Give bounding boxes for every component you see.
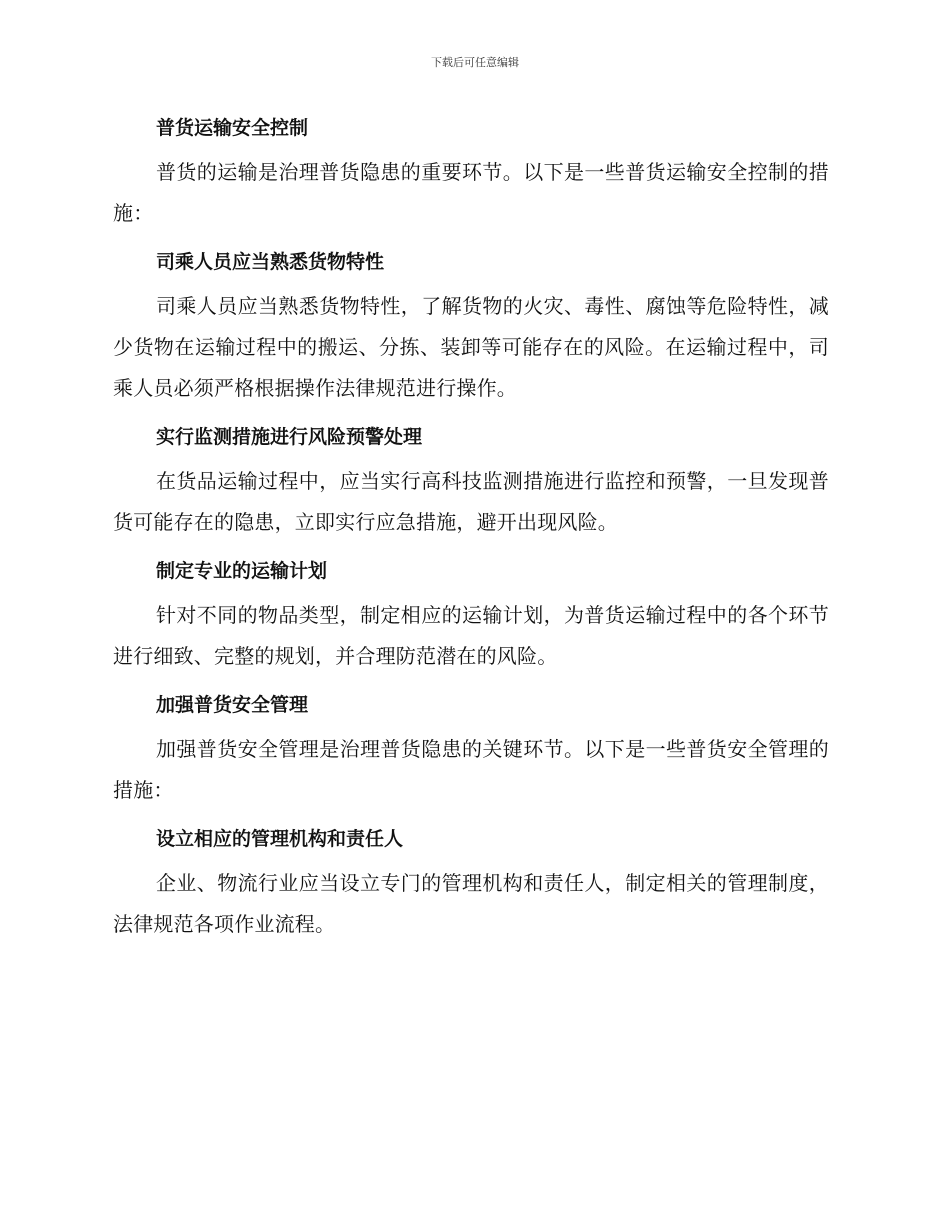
section-paragraph-safety-management: 加强普货安全管理是治理普货隐患的关键环节。以下是一些普货安全管理的措施：	[113, 737, 829, 802]
section-heading-management-bodies: 设立相应的管理机构和责任人	[156, 828, 404, 850]
section-paragraph-monitoring: 在货品运输过程中，应当实行高科技监测措施进行监控和预警，一旦发现普货可能存在的隐患，立即实行应急措施，避开出现风险。	[113, 469, 829, 534]
section-paragraph-transport-safety: 普货的运输是治理普货隐患的重要环节。以下是一些普货运输安全控制的措施：	[113, 160, 829, 225]
section-heading-crew-knowledge: 司乘人员应当熟悉货物特性	[156, 251, 385, 273]
section-paragraph-transport-plan: 针对不同的物品类型，制定相应的运输计划，为普货运输过程中的各个环节进行细致、完整的规划，并合理防范潜在的风险。	[113, 603, 829, 668]
section-paragraph-management-bodies: 企业、物流行业应当设立专门的管理机构和责任人，制定相关的管理制度，法律规范各项作业流程。	[113, 871, 829, 936]
page-header: 下载后可任意编辑	[431, 56, 519, 69]
section-heading-monitoring: 实行监测措施进行风险预警处理	[156, 426, 423, 448]
section-paragraph-crew-knowledge: 司乘人员应当熟悉货物特性，了解货物的火灾、毒性、腐蚀等危险特性，减少货物在运输过程中的搬运、分拣、装卸等可能存在的风险。在运输过程中，司乘人员必须严格根据操作法律规范进行操作。	[113, 294, 829, 400]
section-heading-transport-safety: 普货运输安全控制	[156, 117, 309, 139]
section-heading-safety-management: 加强普货安全管理	[156, 694, 309, 716]
document-body	[113, 108, 829, 953]
section-heading-transport-plan: 制定专业的运输计划	[156, 560, 328, 582]
